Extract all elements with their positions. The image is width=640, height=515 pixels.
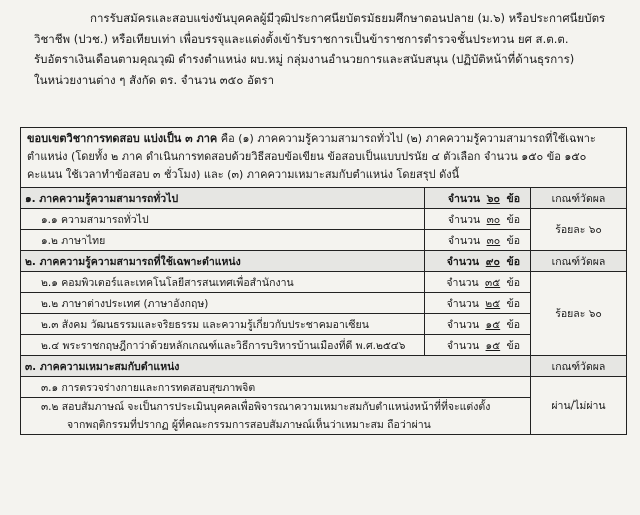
criteria-header: เกณฑ์วัดผล [531,356,627,377]
item-label: ๓.๒ สอบสัมภาษณ์ จะเป็นการประเมินบุคคลเพื่อพิจารณาความเหมาะสมกับตำแหน่งหน้าที่ที่จะแต่งตั้ง จากพฤติกรรมที่ปรากฏ ผู้ที่คณะกรรมการสอบสัมภาษณ์เห็นว่าเหมาะสม ถือว่าผ่าน [21,398,531,435]
scope-description [21,128,627,188]
criteria-value: ร้อยละ ๖๐ [531,209,627,251]
item-label: ๒.๔ พระราชกฤษฎีกาว่าด้วยหลักเกณฑ์และวิธีการบริหารบ้านเมืองที่ดี พ.ศ.๒๕๔๖ [21,335,425,356]
table-row [21,377,627,398]
section-row [21,356,627,377]
item-count: จำนวน ๓๐ ข้อ [425,230,531,251]
scope-text: คือ (๑) ภาคความรู้ความสามารถทั่วไป (๒) ภาคความรู้ความสามารถที่ใช้เฉพาะตำแหน่ง (โดยทั้ง ๒ ภาค ดำเนินการทดสอบด้วยวิธีสอบข้อเขียน ข้อสอบเป็นแบบปรนัย ๔ ตัวเลือก จำนวน ๑๕๐ ข้อ ๑๕๐ คะแนน ใช้เวลาทำข้อสอบ ๓ ชั่วโมง) และ (๓) ภาคความเหมาะสมกับตำแหน่ง โดยสรุป ดังนี้ [27,132,596,181]
intro-line: การรับสมัครและสอบแข่งขันบุคคลผู้มีวุฒิประกาศนียบัตรมัธยมศึกษาตอนปลาย (ม.๖) หรือประกาศนียบัตร [90,11,606,25]
section-title: ๑. ภาคความรู้ความสามารถทั่วไป [21,188,425,209]
item-label: ๒.๒ ภาษาต่างประเทศ (ภาษาอังกฤษ) [21,293,425,314]
criteria-header: เกณฑ์วัดผล [531,188,627,209]
section-title: ๒. ภาคความรู้ความสามารถที่ใช้เฉพาะตำแหน่ง [21,251,425,272]
exam-scope-table [20,127,627,435]
section-row [21,188,627,209]
item-count: จำนวน ๑๕ ข้อ [425,335,531,356]
table-row [21,209,627,230]
intro-line: รับอัตราเงินเดือนตามคุณวุฒิ ดำรงตำแหน่ง ผบ.หมู่ กลุ่มงานอำนวยการและสนับสนุน (ปฏิบัติหน้าที่ด้านธุรการ) [34,52,575,66]
intro-paragraph [34,8,630,90]
criteria-header: เกณฑ์วัดผล [531,251,627,272]
section-row [21,251,627,272]
table-row [21,272,627,293]
section-count: จำนวน ๙๐ ข้อ [425,251,531,272]
item-label: ๒.๓ สังคม วัฒนธรรมและจริยธรรม และความรู้เกี่ยวกับประชาคมอาเซียน [21,314,425,335]
criteria-value: ร้อยละ ๖๐ [531,272,627,356]
table-row [21,128,627,188]
item-label: ๑.๑ ความสามารถทั่วไป [21,209,425,230]
intro-line: วิชาชีพ (ปวช.) หรือเทียบเท่า เพื่อบรรจุและแต่งตั้งเข้ารับราชการเป็นข้าราชการตำรวจชั้นประทวน ยศ ส.ต.ต. [34,31,569,46]
item-label: ๒.๑ คอมพิวเตอร์และเทคโนโลยีสารสนเทศเพื่อสำนักงาน [21,272,425,293]
item-label: ๓.๑ การตรวจร่างกายและการทดสอบสุขภาพจิต [21,377,531,398]
section-title: ๓. ภาคความเหมาะสมกับตำแหน่ง [21,356,531,377]
item-count: จำนวน ๒๕ ข้อ [425,293,531,314]
item-count: จำนวน ๓๕ ข้อ [425,272,531,293]
item-label: ๑.๒ ภาษาไทย [21,230,425,251]
item-count: จำนวน ๓๐ ข้อ [425,209,531,230]
scope-heading: ขอบเขตวิชาการทดสอบ แบ่งเป็น ๓ ภาค [27,132,218,145]
criteria-value: ผ่าน/ไม่ผ่าน [531,377,627,435]
section-count: จำนวน ๖๐ ข้อ [425,188,531,209]
item-count: จำนวน ๑๕ ข้อ [425,314,531,335]
intro-line: ในหน่วยงานต่าง ๆ สังกัด ตร. จำนวน ๓๕๐ อัตรา [34,72,275,87]
